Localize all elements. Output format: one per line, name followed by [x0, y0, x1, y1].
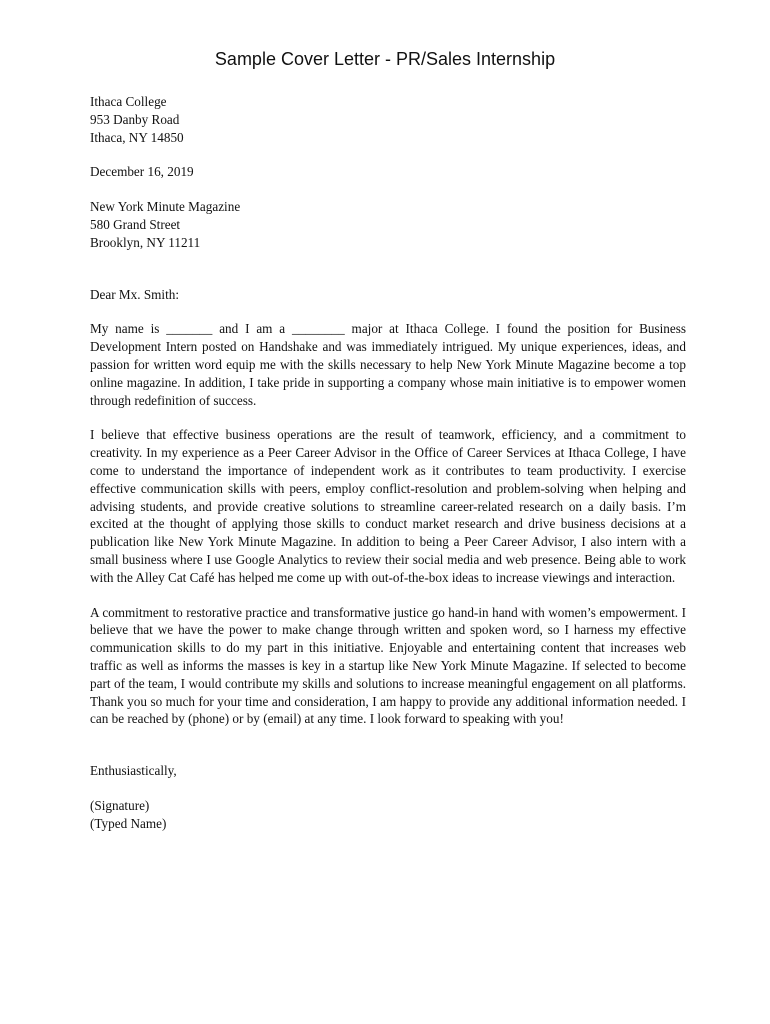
recipient-address-line: 580 Grand Street [90, 216, 181, 232]
body-paragraph: A commitment to restorative practice and transformative justice go hand-in hand with women’s empowerment. I believe that we have the power to make change through written and spoken word, so I harness my effective communication skills to do my part in this initiative. Enjoyable and entertaining content that increases web traffic as well as informs the masses is key in a startup like New York Minute Magazine. If selected to become part of the team, I would contribute my skills and solutions to increase meaningful engagement on all platforms. Thank you so much for your time and consideration, I am happy to provide any additional information needed. I can be reached by (phone) or by (email) at any time. I look forward to speaking with you! [90, 604, 686, 727]
signature-placeholder: (Signature) [90, 797, 150, 813]
recipient-address [90, 198, 686, 251]
salutation: Dear Mx. Smith: [90, 286, 180, 302]
body-paragraph: I believe that effective business operations are the result of teamwork, efficiency, and a commitment to creativity. In my experience as a Peer Career Advisor in the Office of Career Services at Ithaca College, I have come to understand the importance of independent work as it contributes to team productivity. I exercise effective communication skills with peers, employ conflict-resolution and problem-solving when helping and advising students, and provide creative solutions to streamline career-related research on a daily basis. I’m excited at the thought of applying those skills to conduct market research and drive business decisions at a publication like New York Minute Magazine. In addition to being a Peer Career Advisor, I also intern with a small business where I use Google Analytics to review their social media and web presence. Being able to work with the Alley Cat Café has helped me come up with out-of-the-box ideas to increase viewings and interaction. [90, 427, 686, 585]
recipient-address-line: New York Minute Magazine [90, 199, 241, 215]
letter-date: December 16, 2019 [90, 164, 194, 180]
sender-address [90, 93, 686, 146]
typed-name-placeholder: (Typed Name) [90, 815, 167, 831]
sender-address-line: 953 Danby Road [90, 111, 180, 127]
closing: Enthusiastically, [90, 763, 177, 779]
sender-address-line: Ithaca College [90, 94, 167, 109]
letter-body [90, 93, 686, 833]
body-paragraph: My name is _______ and I am a ________ major at Ithaca College. I found the position for Business Development Intern posted on Handshake and was immediately intrigued. My unique experiences, ideas, and passion for written word equip me with the skills necessary to help New York Minute Magazine become a top online magazine. In addition, I take pride in supporting a company whose main initiative is to empower women through redefinition of success. [90, 321, 686, 408]
recipient-address-line: Brooklyn, NY 11211 [90, 234, 201, 250]
document-title: Sample Cover Letter - PR/Sales Internship [214, 49, 556, 69]
sender-address-line: Ithaca, NY 14850 [90, 129, 184, 145]
